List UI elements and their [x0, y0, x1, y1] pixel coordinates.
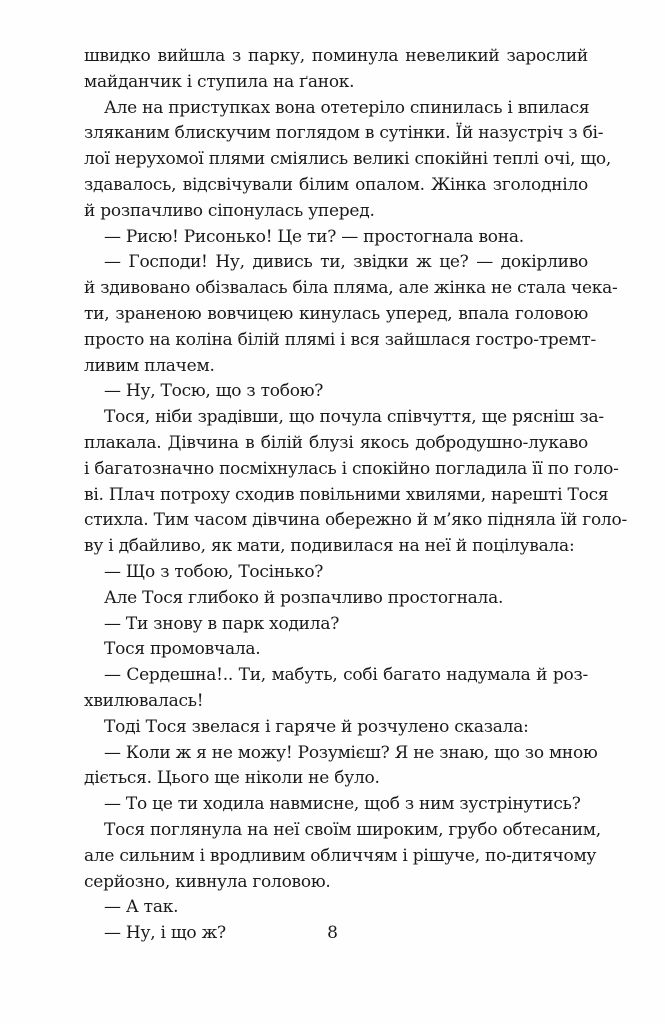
text-line: — Ти знову в парк ходила?	[104, 613, 340, 634]
text-line: ти, зраненою вовчицею кинулась уперед, впала головою	[84, 303, 588, 324]
text-line: — Ну, і що ж?	[104, 923, 226, 944]
text-line: ві. Плач потроху сходив повільними хвилями, нарешті Тося	[84, 484, 609, 505]
text-line: Але Тося глибоко й розпачливо простогнала.	[104, 587, 504, 608]
text-line: — То це ти ходила навмисне, щоб з ним зустрінутись?	[104, 794, 581, 815]
text-line: діється. Цього ще ніколи не було.	[84, 768, 380, 789]
text-line: стихла. Тим часом дівчина обережно й м’яко підняла їй голо-	[84, 510, 627, 531]
text-line: — Коли ж я не можу! Розумієш? Я не знаю, що зо мною	[104, 742, 598, 763]
text-line: й здивовано обізвалась біла пляма, але жінка не стала чека-	[84, 278, 618, 299]
text-line: Тося, ніби зрадівши, що почула співчуття, ще рясніш за-	[104, 407, 604, 428]
text-line: плакала. Дівчина в білій блузі якось добродушно-лукаво	[84, 432, 588, 453]
text-line: хвилювалась!	[84, 690, 204, 711]
text-line: просто на коліна білій плямі і вся зайшлася гостро-тремт-	[84, 329, 596, 350]
text-line: здавалось, відсвічували білим опалом. Жінка зголодніло	[84, 174, 588, 195]
text-line: Тося поглянула на неї своїм широким, грубо обтесаним,	[104, 819, 601, 840]
text-line: лої нерухомої плями сміялись великі спокійні теплі очі, що,	[84, 149, 612, 170]
text-line: Тося промовчала.	[104, 639, 261, 660]
text-line: ву і дбайливо, як мати, подивилася на неї й поцілувала:	[84, 536, 575, 557]
text-line: і багатозначно посміхнулась і спокійно погладила її по голо-	[84, 458, 619, 479]
text-line: швидко вийшла з парку, поминула невеликий зарослий	[84, 46, 588, 66]
text-line: ливим плачем.	[84, 355, 215, 376]
text-line: серйозно, кивнула головою.	[84, 871, 331, 892]
text-line: майданчик і ступила на ґанок.	[84, 71, 355, 92]
text-line: Тоді Тося звелася і гаряче й розчулено сказала:	[104, 716, 529, 737]
text-line: — Ну, Тосю, що з тобою?	[104, 381, 324, 402]
text-line: але сильним і вродливим обличчям і рішуче, по-дитячому	[84, 845, 597, 866]
page-number: 8	[327, 923, 338, 943]
text-line: — А так.	[104, 897, 179, 918]
text-line: — Що з тобою, Тосінько?	[104, 561, 324, 582]
text-line: зляканим блискучим поглядом в сутінки. Їй назустріч з бі-	[84, 123, 604, 144]
text-line: Але на приступках вона отетеріло спинилась і впилася	[104, 97, 590, 118]
text-line: — Сердешна!.. Ти, мабуть, собі багато надумала й роз-	[104, 665, 588, 686]
text-line: — Господи! Ну, дивись ти, звідки ж це? — докірливо	[104, 252, 588, 273]
text-line: й розпачливо сіпонулась уперед.	[84, 200, 375, 221]
body-text	[84, 44, 627, 947]
text-line: — Рисю! Рисонько! Це ти? — простогнала вона.	[104, 226, 524, 247]
